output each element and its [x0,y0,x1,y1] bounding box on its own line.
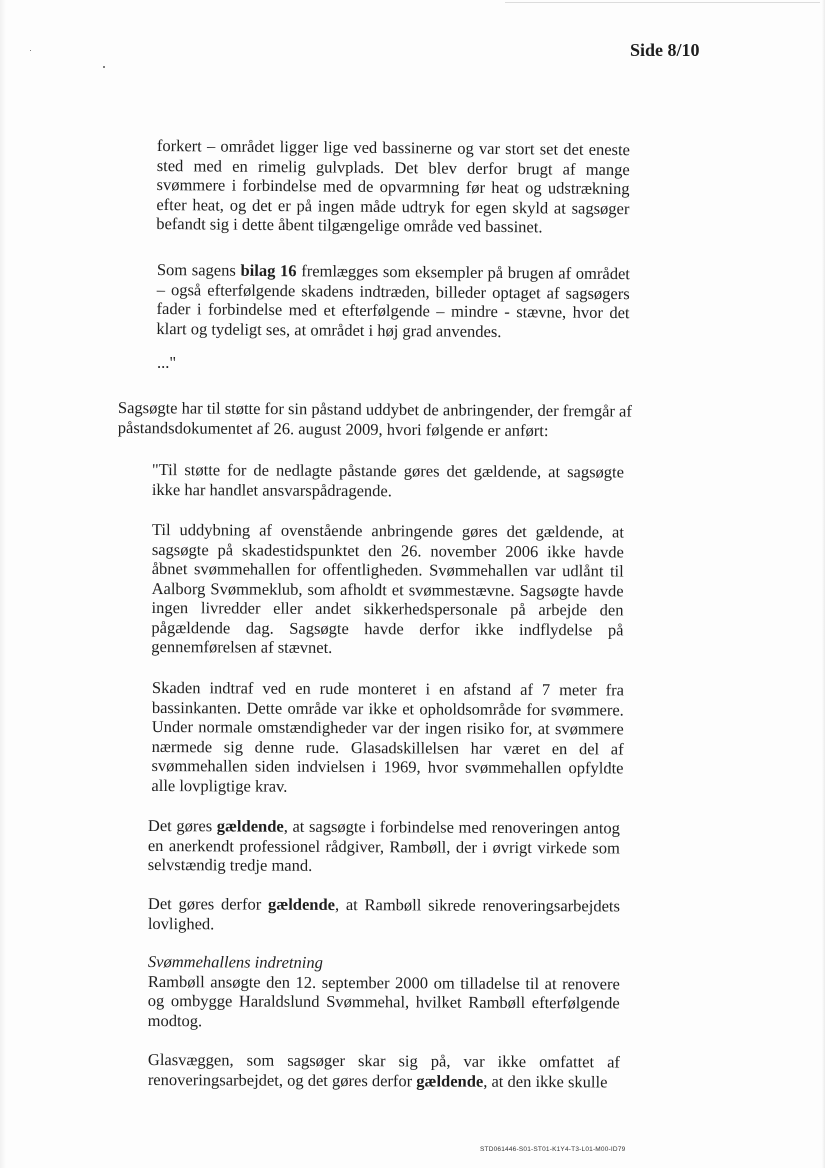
scan-speck [30,50,31,51]
quote2-p5-text-a: Det gøres derfor [147,894,269,914]
quote2-p5-text-b: , at Rambøll sikrede renoveringsarbejdets lovlighed. [147,894,620,933]
quote2-paragraph-7 [148,1050,620,1091]
quote2-paragraph-4 [148,816,620,877]
quote2-p7-text-a: Glasvæggen, som sagsøger skar sig på, var ikke omfattet af renoveringsarbejdet, og det gøres derfor [147,1050,620,1090]
quote2-p7-text-b: , at den ikke skulle [483,1071,608,1091]
quote2-p5-bold: gældende [268,894,336,914]
quote2-p4-text-a: Det gøres [147,816,217,836]
quote1-paragraph-1: forkert – området ligger lige ved bassinerne og var stort set det eneste sted med en rimelig gulvplads. Det blev derfor brugt af mange svømmere i forbindelse med de opvarmning før heat og udstrækning efter heat, og det er på ingen måde udtryk for egen skyld at sagsøger befandt sig i dette åbent tilgængelige område ved bassinet. [156,136,630,237]
scan-top-rule [505,2,820,3]
quote1-p2-text-a: Som sagens [156,260,241,280]
quote2-p7-bold: gældende [416,1070,484,1091]
quote2-paragraph-6: Rambøll ansøgte den 12. september 2000 om tilladelse til at renovere og ombygge Haraldslund Svømmehal, hvilket Rambøll efterfølgende modtog. [147,971,620,1030]
document-id-code: STD061446-S01-ST01-K1Y4-T3-L01-M00-ID79 [480,1146,626,1153]
quote1-ellipsis: ..." [157,353,177,372]
quote2-paragraph-3: Skaden indtraf ved en rude monteret i en afstand af 7 meter fra bassinkanten. Dette område var ikke et opholdsområde for svømmere. Under normale omstændigheder var der ingen risiko for, at svømmere nærmede sig denne rude. Glasadskillelsen har været en del af svømmehallen siden indvielsen i 1969, hvor svømmehallen opfyldte alle lovpligtige krav. [151,678,624,796]
section-subheading: Svømmehallens indretning [147,952,323,972]
quote2-p4-bold: gældende [216,816,284,836]
quote1-paragraph-2 [156,260,630,342]
quote2-paragraph-2: Til uddybning af ovenstående anbringende gøres det gældende, at sagsøgte på skadestidspunktet den 26. november 2006 ikke havde åbnet svømmehallen for offentligheden. Svømmehallen var udlånt til Aalborg Svømmeklub, som afholdt et svømmestævne. Sagsøgte havde ingen livredder eller andet sikkerhedspersonale på arbejde den pågældende dag. Sagsøgte havde derfor ikke indflydelse på gennemførelsen af stævnet. [151,520,624,657]
page-number: Side 8/10 [630,40,700,60]
quote2-section [148,952,620,1032]
quote1-p2-bold: bilag 16 [240,260,297,281]
quote2-p4-text-b: , at sagsøgte i forbindelse med renoveringen antog en anerkendt professionel rådgiver, Rambøll, der i øvrigt virkede som selvstændig tredje mand. [147,816,620,875]
scan-edge-shadow [0,0,6,1168]
quote1-p2-text-b: fremlægges som eksempler på brugen af området – også efterfølgende skadens indtræden, billeder optaget af sagsøgers fader i forbindelse med et efterfølgende – mindre - stævne, hvor det klart og tydeligt ses, at området i høj grad anvendes. [156,261,630,341]
quote2-paragraph-1: "Til støtte for de nedlagte påstande gøres det gældende, at sagsøgte ikke har handlet ansvarspådragende. [151,460,624,500]
scan-speck [103,66,105,68]
intro-paragraph: Sagsøgte har til støtte for sin påstand uddybet de anbringender, der fremgår af påstandsdokumentet af 26. august 2009, hvori følgende er anført: [117,398,632,440]
quote2-paragraph-5 [148,894,620,935]
